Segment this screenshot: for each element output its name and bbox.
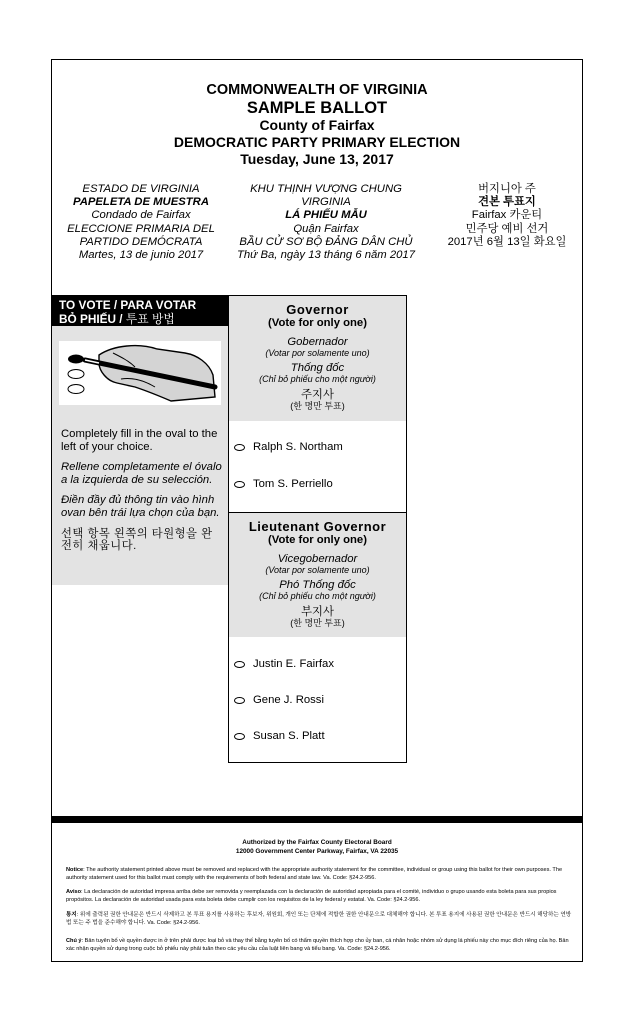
contest-title-es: Gobernador <box>287 336 348 348</box>
korean-line: 민주당 예비 선거 <box>465 222 549 235</box>
contest-vote-es: (Votar por solamente uno) <box>265 565 370 575</box>
ballot-oval[interactable] <box>234 481 245 488</box>
footer-divider <box>52 816 582 823</box>
contest-vote-for: (Vote for only one) <box>268 317 367 329</box>
candidate-name: Susan S. Platt <box>253 730 325 742</box>
notice-text: : The authority statement printed above must be removed and replaced with the appropriate authority statement for the committee, individual or group using this ballot for their own purposes. The authority statement used for this ballot must comply with the requirements of both federal and state law. Va. Code: §24.2-956. <box>66 867 563 882</box>
notice-label: Notice <box>66 867 84 873</box>
notice-label: Aviso <box>66 889 82 895</box>
korean-line: 버지니아 주 <box>478 183 536 195</box>
notice-korean <box>66 911 572 927</box>
korean-header <box>432 183 582 249</box>
ballot-header <box>52 82 582 168</box>
instructions-korean: 선택 항목 왼쪽의 타원형을 완전히 채웁니다. <box>61 527 213 553</box>
notice-english <box>66 866 572 882</box>
spanish-line: PAPELETA DE MUESTRA <box>73 196 209 209</box>
contest-vote-es: (Votar por solamente uno) <box>265 348 370 358</box>
instructions-title-vi: BỎ PHIẾU / <box>59 312 123 326</box>
notice-spanish <box>66 888 572 904</box>
contest-lt-governor-header <box>229 512 406 637</box>
vietnamese-line: Thứ Ba, ngày 13 tháng 6 năm 2017 <box>237 249 415 262</box>
contest-title-ko: 부지사 <box>301 606 334 618</box>
candidate-option[interactable] <box>234 730 325 742</box>
instructions-english: Completely fill in the oval to the left of your choice. <box>61 428 218 453</box>
vietnamese-line: KHU THỊNH VƯỢNG CHUNG <box>250 183 402 195</box>
authority-line: Authorized by the Fairfax County Electoral Board <box>242 839 392 846</box>
contest-vote-ko: (한 명만 투표) <box>290 401 345 411</box>
contest-governor-header <box>229 296 406 421</box>
ballot-oval[interactable] <box>234 697 245 704</box>
contest-title-vi: Thống đốc <box>290 362 345 374</box>
vietnamese-header <box>235 183 417 262</box>
spanish-line: ESTADO DE VIRGINIA <box>82 183 200 195</box>
spanish-header <box>60 183 222 262</box>
contest-vote-vi: (Chỉ bỏ phiếu cho một người) <box>259 374 376 384</box>
spanish-line: PARTIDO DEMÓCRATA <box>79 235 203 248</box>
candidate-name: Tom S. Perriello <box>253 478 333 490</box>
ballot-oval[interactable] <box>234 444 245 451</box>
instructions-body <box>61 428 223 561</box>
authority-statement <box>52 838 582 856</box>
candidate-name: Justin E. Fairfax <box>253 658 334 670</box>
korean-line: Fairfax 카운티 <box>471 209 543 222</box>
candidate-option[interactable] <box>234 478 333 490</box>
vietnamese-line: Quận Fairfax <box>293 222 359 235</box>
contest-title-ko: 주지사 <box>301 389 334 401</box>
spanish-line: Condado de Fairfax <box>91 209 191 222</box>
contest-title: Governor <box>286 302 349 317</box>
ballot-oval[interactable] <box>234 733 245 740</box>
instructions-vietnamese: Điền đầy đủ thông tin vào hình ovan bên trái lựa chọn của bạn. <box>61 494 220 519</box>
header-county: County of Fairfax <box>259 117 375 133</box>
contest-column <box>228 295 407 763</box>
authority-address: 12000 Government Center Parkway, Fairfax, VA 22035 <box>235 848 399 855</box>
vietnamese-line: LÁ PHIẾU MẪU <box>285 209 367 222</box>
korean-line: 2017년 6월 13일 화요일 <box>447 235 567 248</box>
header-election: DEMOCRATIC PARTY PRIMARY ELECTION <box>173 134 461 150</box>
contest-vote-for: (Vote for only one) <box>268 534 367 546</box>
candidate-option[interactable] <box>234 694 324 706</box>
notice-label: 통지 <box>66 912 77 918</box>
header-date: Tuesday, June 13, 2017 <box>240 151 394 167</box>
notice-vietnamese <box>66 937 572 953</box>
contest-title-vi: Phó Thống đốc <box>279 579 356 591</box>
korean-line: 견본 투표지 <box>478 196 536 209</box>
header-commonwealth: COMMONWEALTH OF VIRGINIA <box>206 82 428 98</box>
ballot-oval[interactable] <box>234 661 245 668</box>
candidate-name: Ralph S. Northam <box>253 441 343 453</box>
contest-vote-vi: (Chỉ bỏ phiếu cho một người) <box>259 591 376 601</box>
instructions-spanish: Rellene completamente el óvalo a la izquierda de su selección. <box>61 461 222 486</box>
spanish-line: ELECCIONE PRIMARIA DEL <box>67 222 215 235</box>
spanish-line: Martes, 13 de junio 2017 <box>78 249 204 262</box>
instructions-title-ko: 투표 방법 <box>122 312 175 326</box>
notice-label: Chú ý <box>66 938 82 944</box>
hand-marking-oval-icon <box>59 341 221 405</box>
candidate-name: Gene J. Rossi <box>253 694 324 706</box>
candidate-option[interactable] <box>234 658 334 670</box>
notice-text: : 위에 출력된 권한 안내문은 반드시 삭제하고 본 투표 용지를 사용하는 후보자, 위원회, 개인 또는 단체에 적합한 권한 안내문으로 대체해야 합니다. 본 투표 용지에 사용된 권한 안내문은 반드시 해당하는 연방법 또는 주 법을 준수해야 합니다. Va. Code: §24.2-956. <box>66 912 572 927</box>
instructions-title: TO VOTE / PARA VOTAR <box>59 298 197 312</box>
contest-vote-ko: (한 명만 투표) <box>290 618 345 628</box>
notice-text: : La declaración de autoridad impresa arriba debe ser removida y reemplazada con la declaración de autoridad apropiada para el comité, individuo o grupo usando esta boleta para sus propios propósitos. La declaración de autoridad usada para esta boleta debe cumplir con los requisitos de la ley federal y estatal. Va. Code: §24.2-956. <box>66 889 557 904</box>
contest-title-es: Vicegobernador <box>277 553 358 565</box>
notice-text: : Bản tuyên bố về quyền được in ở trên phải được loại bỏ và thay thế bằng tuyên bố có thẩm quyền thích hợp cho ủy ban, cá nhân hoặc nhóm sử dụng lá phiếu này cho mục đích riêng của họ. Bản xác nhận quyền sử dụng trong cuộc bỏ phiếu này phải tuân theo các yêu cầu của luật liên bang và tiểu bang. Va. Code: §24.2-956. <box>66 938 569 953</box>
contest-title: Lieutenant Governor <box>248 519 387 534</box>
vietnamese-line: VIRGINIA <box>301 196 351 209</box>
candidate-option[interactable] <box>234 441 343 453</box>
instructions-header <box>52 295 228 326</box>
voting-instructions <box>52 295 228 585</box>
header-sample-ballot: SAMPLE BALLOT <box>246 99 388 117</box>
vietnamese-line: BẦU CỬ SƠ BỘ ĐẢNG DÂN CHỦ <box>239 235 413 248</box>
ballot-frame <box>51 59 583 962</box>
